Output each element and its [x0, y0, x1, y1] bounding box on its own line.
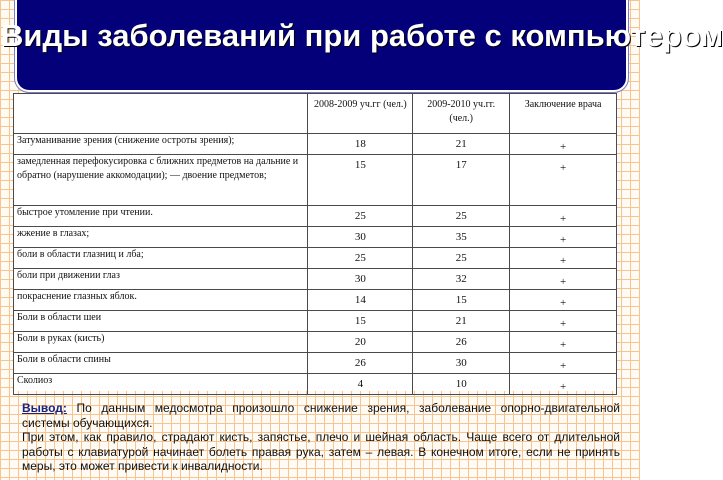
doctor-conclusion-mark: +: [559, 234, 567, 246]
value-2008-2009: 15: [354, 315, 366, 327]
value-2009-2010: 32: [455, 273, 467, 285]
value-2008-2009-cell: [308, 332, 413, 353]
value-2009-2010: 21: [455, 315, 467, 327]
row-label-cell: Сколиоз: [14, 374, 308, 395]
conclusion-line-2: При этом, как правило, страдают кисть, запястье, плечо и шейная область. Чаще всего от длительной работы с клавиатурой начинает болеть правая рука, затем – левая. В конечном итоге, если не принять меры, это может привести к инвалидности.: [22, 430, 620, 473]
doctor-conclusion-cell: [510, 155, 617, 206]
doctor-conclusion-mark: +: [559, 141, 567, 153]
value-2009-2010: 15: [455, 294, 467, 306]
doctor-conclusion-mark: +: [559, 255, 567, 267]
value-2009-2010: 10: [455, 378, 467, 390]
doctor-conclusion-mark: +: [559, 276, 567, 288]
header-cell-empty: [14, 94, 308, 134]
value-2008-2009: 26: [354, 357, 366, 369]
row-label-cell: покраснение глазных яблок.: [14, 290, 308, 311]
value-2008-2009-cell: [308, 134, 413, 155]
value-2009-2010: 25: [455, 252, 467, 264]
value-2008-2009: 20: [354, 336, 366, 348]
value-2008-2009: 25: [354, 210, 366, 222]
value-2008-2009: 30: [354, 273, 366, 285]
value-2009-2010: 30: [455, 357, 467, 369]
doctor-conclusion-cell: [510, 290, 617, 311]
row-label-cell: Боли в руках (кисть): [14, 332, 308, 353]
doctor-conclusion-mark: +: [559, 381, 567, 393]
value-2009-2010-cell: [413, 353, 510, 374]
value-2008-2009-cell: [308, 248, 413, 269]
doctor-conclusion-cell: [510, 248, 617, 269]
value-2008-2009-cell: [308, 374, 413, 395]
table-row: [14, 290, 617, 311]
conclusion-line-1: По данным медосмотра произошло снижение зрения, заболевание опорно-двигательной системы обучающихся.: [22, 401, 620, 430]
value-2008-2009-cell: [308, 155, 413, 206]
table-header-row: [14, 94, 617, 134]
value-2008-2009: 25: [354, 252, 366, 264]
value-2008-2009: 14: [354, 294, 366, 306]
value-2008-2009-cell: [308, 353, 413, 374]
row-label-cell: замедленная перефокусировка с ближних предметов на дальние и обратно (нарушение аккомодации); — двоение предметов;: [14, 155, 308, 206]
diseases-table-container: [13, 93, 617, 391]
table-row: [14, 374, 617, 395]
value-2009-2010: 25: [455, 210, 467, 222]
value-2009-2010-cell: [413, 206, 510, 227]
doctor-conclusion-cell: [510, 227, 617, 248]
title-banner: [1, 0, 723, 92]
doctor-conclusion-cell: [510, 134, 617, 155]
value-2009-2010: 26: [455, 336, 467, 348]
page-title: Виды заболеваний при работе с компьютером: [1, 18, 723, 53]
row-label-cell: боли при движении глаз: [14, 269, 308, 290]
doctor-conclusion-cell: [510, 206, 617, 227]
value-2009-2010-cell: [413, 269, 510, 290]
value-2008-2009-cell: [308, 311, 413, 332]
value-2008-2009-cell: [308, 227, 413, 248]
table-row: [14, 206, 617, 227]
doctor-conclusion-cell: [510, 269, 617, 290]
row-label-cell: боли в области глазниц и лба;: [14, 248, 308, 269]
doctor-conclusion-cell: [510, 311, 617, 332]
doctor-conclusion-cell: [510, 353, 617, 374]
doctor-conclusion-cell: [510, 332, 617, 353]
value-2009-2010-cell: [413, 248, 510, 269]
table-row: [14, 332, 617, 353]
row-label-cell: Боли в области спины: [14, 353, 308, 374]
doctor-conclusion-mark: +: [559, 339, 567, 351]
row-label-cell: Затуманивание зрения (снижение остроты зрения);: [14, 134, 308, 155]
value-2008-2009: 18: [354, 138, 366, 150]
table-row: [14, 248, 617, 269]
table-row: [14, 134, 617, 155]
value-2008-2009-cell: [308, 269, 413, 290]
header-cell-2009-2010: 2009-2010 уч.гг. (чел.): [413, 94, 510, 134]
doctor-conclusion-mark: +: [559, 162, 567, 174]
value-2009-2010-cell: [413, 227, 510, 248]
value-2008-2009: 15: [354, 159, 366, 171]
table-row: [14, 227, 617, 248]
table-row: [14, 155, 617, 206]
doctor-conclusion-mark: +: [559, 297, 567, 309]
table-row: [14, 311, 617, 332]
value-2009-2010-cell: [413, 374, 510, 395]
value-2009-2010-cell: [413, 134, 510, 155]
doctor-conclusion-mark: +: [559, 318, 567, 330]
doctor-conclusion-mark: +: [559, 213, 567, 225]
row-label-cell: Боли в области шеи: [14, 311, 308, 332]
conclusion-label: Вывод:: [22, 401, 67, 415]
value-2008-2009-cell: [308, 290, 413, 311]
value-2009-2010: 21: [455, 138, 467, 150]
doctor-conclusion-mark: +: [559, 360, 567, 372]
value-2009-2010: 35: [455, 231, 467, 243]
value-2009-2010: 17: [455, 159, 467, 171]
header-cell-2008-2009: 2008-2009 уч.гг (чел.): [308, 94, 413, 134]
row-label-cell: быстрое утомление при чтении.: [14, 206, 308, 227]
doctor-conclusion-cell: [510, 374, 617, 395]
table-row: [14, 353, 617, 374]
value-2009-2010-cell: [413, 155, 510, 206]
row-label-cell: жжение в глазах;: [14, 227, 308, 248]
value-2008-2009: 30: [354, 231, 366, 243]
header-cell-doctor-conclusion: Заключение врача: [510, 94, 617, 134]
value-2008-2009: 4: [357, 378, 364, 390]
value-2008-2009-cell: [308, 206, 413, 227]
table-row: [14, 269, 617, 290]
value-2009-2010-cell: [413, 311, 510, 332]
value-2009-2010-cell: [413, 332, 510, 353]
conclusion-block: [22, 401, 620, 474]
value-2009-2010-cell: [413, 290, 510, 311]
diseases-table: [13, 93, 617, 395]
